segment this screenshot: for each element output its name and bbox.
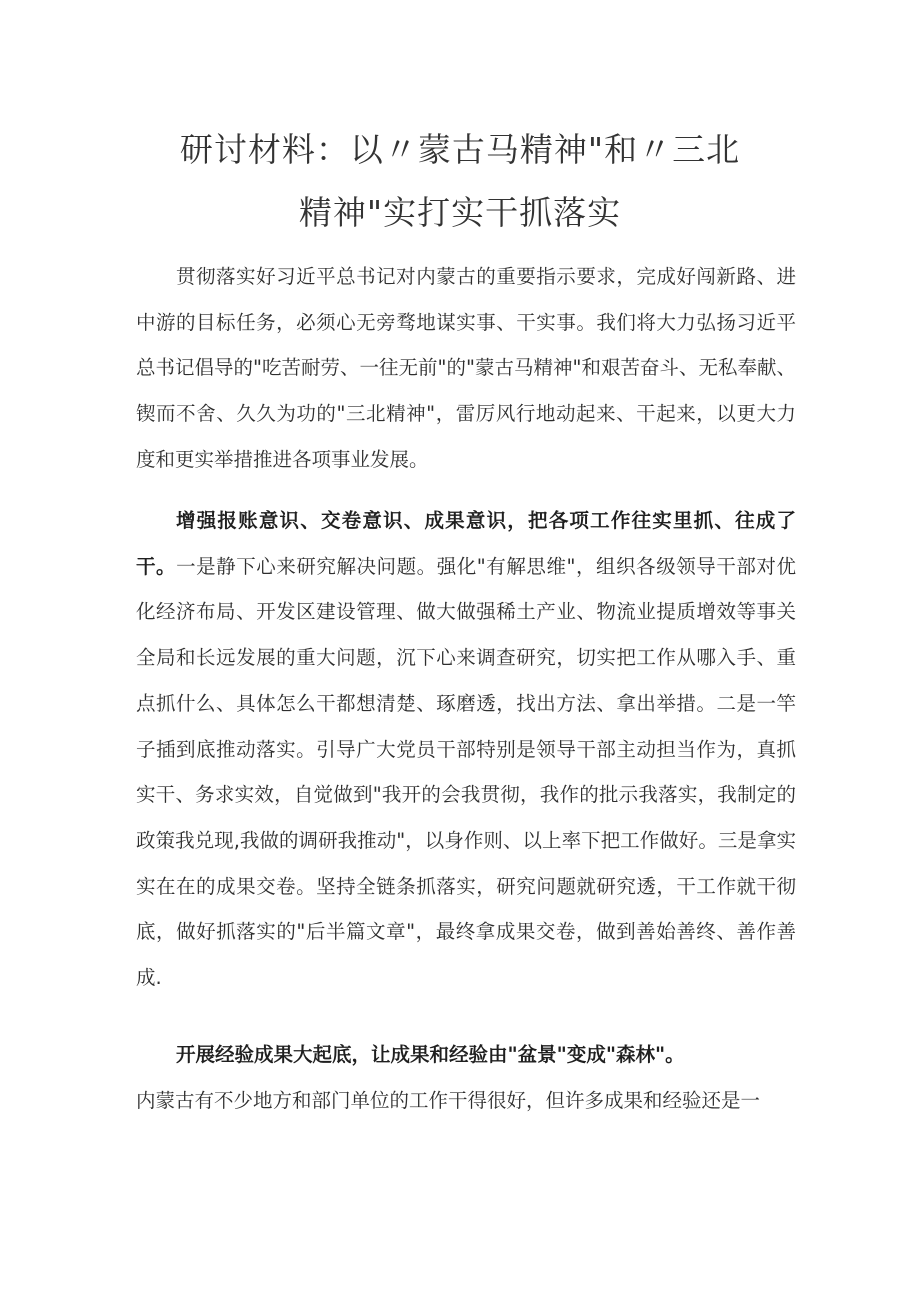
section-1-paragraph: [136, 498, 796, 1001]
intro-paragraph: 贯彻落实好习近平总书记对内蒙古的重要指示要求，完成好闯新路、进中游的目标任务，必须心无旁骛地谋实事、干实事。我们将大力弘扬习近平总书记倡导的"吃苦耐劳、一往无前"的"蒙古马精神"和艰苦奋斗、无私奉献、锲而不舍、久久为功的"三北精神"，雷厉风行地动起来、干起来，以更大力度和更实举措推进各项事业发展。: [136, 265, 796, 471]
section-2-heading: 开展经验成果大起底，让成果和经验由"盆景"变成"森林"。: [176, 1043, 685, 1066]
section-2-body: 内蒙古有不少地方和部门单位的工作干得很好，但许多成果和经验还是一: [136, 1089, 761, 1112]
section-1-heading: 增强报账意识、交卷意识、成果意识，把各项工作往实里抓、往成了干。: [136, 509, 796, 578]
document-title-line-1: 研讨材料：以〃蒙古马精神"和〃三北: [179, 130, 741, 169]
document-title-line-2: 精神"实打实干抓落实: [298, 193, 622, 232]
section-1-body: 一是静下心来研究解决问题。强化"有解思维"，组织各级领导干部对优化经济布局、开发区建设管理、做大做强稀土产业、物流业提质增效等事关全局和长远发展的重大问题，沉下心来调查研究，切实把工作从哪入手、重点抓什么、具体怎么干都想清楚、琢磨透，找出方法、拿出举措。二是一竿子插到底推动落实。引导广大党员干部特别是领导干部主动担当作为，真抓实干、务求实效，自觉做到"我开的会我贯彻，我作的批示我落实，我制定的政策我兑现,我做的调研我推动"，以身作则、以上率下把工作做好。三是拿实实在在的成果交卷。坚持全链条抓落实，研究问题就研究透，干工作就干彻底，做好抓落实的"后半篇文章"，最终拿成果交卷，做到善始善终、善作善成.: [136, 554, 796, 990]
